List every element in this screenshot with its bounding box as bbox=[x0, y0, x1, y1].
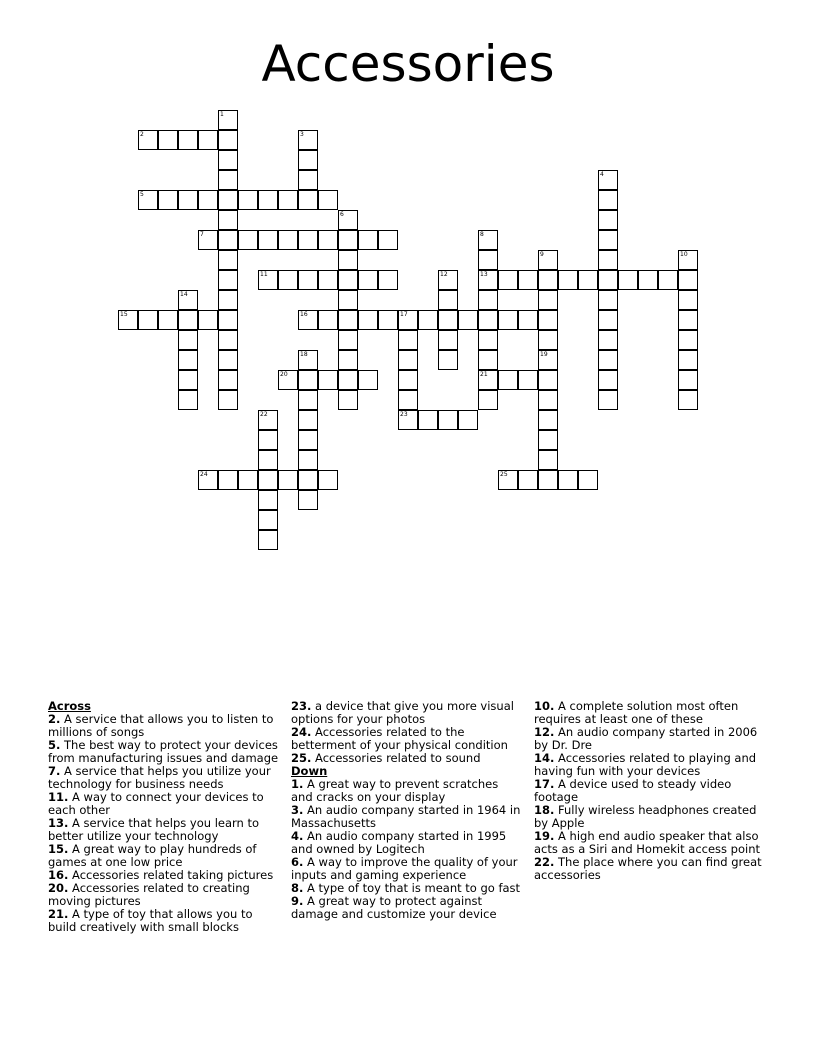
grid-cell[interactable] bbox=[478, 390, 498, 410]
grid-cell[interactable] bbox=[538, 330, 558, 350]
across-clue bbox=[48, 739, 280, 765]
clue-number: 19 bbox=[540, 351, 548, 358]
grid-cell[interactable] bbox=[578, 470, 598, 490]
clue-number-label: 19. bbox=[534, 829, 555, 843]
clue-number: 8 bbox=[480, 231, 484, 238]
clue-number-label: 13. bbox=[48, 816, 69, 830]
grid-cell[interactable] bbox=[298, 390, 318, 410]
grid-cell[interactable] bbox=[398, 310, 418, 330]
clue-column-3 bbox=[534, 700, 766, 882]
clue-number-label: 12. bbox=[534, 725, 555, 739]
grid-cell[interactable] bbox=[258, 410, 278, 430]
grid-cell[interactable] bbox=[498, 270, 518, 290]
grid-cell[interactable] bbox=[378, 270, 398, 290]
grid-cell[interactable] bbox=[678, 350, 698, 370]
grid-cell[interactable] bbox=[378, 230, 398, 250]
grid-cell[interactable] bbox=[598, 370, 618, 390]
clue-number: 23 bbox=[400, 411, 408, 418]
grid-cell[interactable] bbox=[118, 310, 138, 330]
grid-cell[interactable] bbox=[218, 230, 238, 250]
grid-cell[interactable] bbox=[258, 270, 278, 290]
grid-cell[interactable] bbox=[198, 190, 218, 210]
grid-cell[interactable] bbox=[538, 310, 558, 330]
clue-number-label: 24. bbox=[291, 725, 312, 739]
clue-number: 6 bbox=[340, 211, 344, 218]
clue-text: Accessories related to sound bbox=[311, 751, 481, 765]
down-clue bbox=[534, 856, 766, 882]
clue-number-label: 22. bbox=[534, 855, 555, 869]
grid-cell[interactable] bbox=[498, 470, 518, 490]
clue-number-label: 2. bbox=[48, 712, 61, 726]
down-clue bbox=[534, 700, 766, 726]
clue-number: 22 bbox=[260, 411, 268, 418]
grid-cell[interactable] bbox=[478, 250, 498, 270]
grid-cell[interactable] bbox=[438, 350, 458, 370]
grid-cell[interactable] bbox=[498, 370, 518, 390]
down-clue bbox=[534, 804, 766, 830]
grid-cell[interactable] bbox=[298, 370, 318, 390]
grid-cell[interactable] bbox=[318, 370, 338, 390]
grid-cell[interactable] bbox=[598, 330, 618, 350]
clue-text: An audio company started in 1964 in Massachusetts bbox=[291, 803, 521, 830]
clue-number: 15 bbox=[120, 311, 128, 318]
grid-cell[interactable] bbox=[138, 190, 158, 210]
grid-cell[interactable] bbox=[298, 450, 318, 470]
clue-column-2 bbox=[291, 700, 523, 921]
grid-cell[interactable] bbox=[518, 270, 538, 290]
grid-cell[interactable] bbox=[198, 230, 218, 250]
grid-cell[interactable] bbox=[298, 410, 318, 430]
grid-cell[interactable] bbox=[218, 250, 238, 270]
grid-cell[interactable] bbox=[478, 290, 498, 310]
clue-number: 21 bbox=[480, 371, 488, 378]
grid-cell[interactable] bbox=[598, 310, 618, 330]
across-clue bbox=[48, 817, 280, 843]
grid-cell[interactable] bbox=[298, 490, 318, 510]
grid-cell[interactable] bbox=[198, 310, 218, 330]
clue-text: A type of toy that allows you to build creatively with small blocks bbox=[48, 907, 253, 934]
clue-number-label: 4. bbox=[291, 829, 304, 843]
clue-number: 2 bbox=[140, 131, 144, 138]
grid-cell[interactable] bbox=[478, 310, 498, 330]
grid-cell[interactable] bbox=[178, 290, 198, 310]
clue-text: A service that helps you learn to better utilize your technology bbox=[48, 816, 260, 843]
grid-cell[interactable] bbox=[538, 450, 558, 470]
grid-cell[interactable] bbox=[398, 370, 418, 390]
grid-cell[interactable] bbox=[238, 470, 258, 490]
grid-cell[interactable] bbox=[678, 250, 698, 270]
grid-cell[interactable] bbox=[138, 310, 158, 330]
grid-cell[interactable] bbox=[318, 270, 338, 290]
grid-cell[interactable] bbox=[218, 290, 238, 310]
grid-cell[interactable] bbox=[258, 530, 278, 550]
clue-number-label: 10. bbox=[534, 699, 555, 713]
down-clue bbox=[534, 752, 766, 778]
grid-cell[interactable] bbox=[398, 330, 418, 350]
grid-cell[interactable] bbox=[298, 430, 318, 450]
grid-cell[interactable] bbox=[338, 350, 358, 370]
grid-cell[interactable] bbox=[338, 390, 358, 410]
grid-cell[interactable] bbox=[258, 470, 278, 490]
grid-cell[interactable] bbox=[218, 330, 238, 350]
grid-cell[interactable] bbox=[338, 270, 358, 290]
grid-cell[interactable] bbox=[438, 310, 458, 330]
clue-text: A great way to protect against damage and customize your device bbox=[291, 894, 497, 921]
grid-cell[interactable] bbox=[678, 330, 698, 350]
grid-cell[interactable] bbox=[418, 310, 438, 330]
clue-number-label: 6. bbox=[291, 855, 304, 869]
grid-cell[interactable] bbox=[298, 310, 318, 330]
clue-text: A way to improve the quality of your inputs and gaming experience bbox=[291, 855, 518, 882]
clue-number-label: 11. bbox=[48, 790, 69, 804]
clue-number: 18 bbox=[300, 351, 308, 358]
page-title: Accessories bbox=[261, 35, 555, 93]
grid-cell[interactable] bbox=[158, 130, 178, 150]
clue-number: 11 bbox=[260, 271, 268, 278]
grid-cell[interactable] bbox=[438, 410, 458, 430]
grid-cell[interactable] bbox=[538, 410, 558, 430]
clue-number-label: 7. bbox=[48, 764, 61, 778]
grid-cell[interactable] bbox=[218, 170, 238, 190]
clue-number: 17 bbox=[400, 311, 408, 318]
grid-cell[interactable] bbox=[438, 330, 458, 350]
grid-cell[interactable] bbox=[578, 270, 598, 290]
grid-cell[interactable] bbox=[438, 290, 458, 310]
clue-number: 9 bbox=[540, 251, 544, 258]
grid-cell[interactable] bbox=[178, 310, 198, 330]
grid-cell[interactable] bbox=[258, 450, 278, 470]
grid-cell[interactable] bbox=[318, 230, 338, 250]
clue-number-label: 1. bbox=[291, 777, 304, 791]
clue-number-label: 9. bbox=[291, 894, 304, 908]
grid-cell[interactable] bbox=[598, 190, 618, 210]
grid-cell[interactable] bbox=[358, 370, 378, 390]
clue-text: A service that allows you to listen to millions of songs bbox=[48, 712, 274, 739]
grid-cell[interactable] bbox=[198, 130, 218, 150]
grid-cell[interactable] bbox=[518, 370, 538, 390]
clue-text: Accessories related to the betterment of your physical condition bbox=[291, 725, 508, 752]
grid-cell[interactable] bbox=[458, 410, 478, 430]
grid-cell[interactable] bbox=[298, 470, 318, 490]
grid-cell[interactable] bbox=[318, 470, 338, 490]
grid-cell[interactable] bbox=[478, 370, 498, 390]
clue-number-label: 18. bbox=[534, 803, 555, 817]
clue-number: 16 bbox=[300, 311, 308, 318]
grid-cell[interactable] bbox=[538, 390, 558, 410]
clue-text: Accessories related to playing and having fun with your devices bbox=[534, 751, 757, 778]
grid-cell[interactable] bbox=[678, 290, 698, 310]
grid-cell[interactable] bbox=[478, 330, 498, 350]
clue-text: A great way to play hundreds of games at one low price bbox=[48, 842, 257, 869]
clue-text: An audio company started in 2006 by Dr. Dre bbox=[534, 725, 758, 752]
grid-cell[interactable] bbox=[298, 190, 318, 210]
grid-cell[interactable] bbox=[338, 370, 358, 390]
clue-number: 24 bbox=[200, 471, 208, 478]
down-heading: Down bbox=[291, 764, 328, 778]
grid-cell[interactable] bbox=[218, 110, 238, 130]
clue-number: 1 bbox=[220, 111, 224, 118]
grid-cell[interactable] bbox=[178, 370, 198, 390]
grid-cell[interactable] bbox=[558, 470, 578, 490]
grid-cell[interactable] bbox=[198, 470, 218, 490]
down-clue bbox=[534, 726, 766, 752]
clue-text: An audio company started in 1995 and owned by Logitech bbox=[291, 829, 507, 856]
clue-number-label: 17. bbox=[534, 777, 555, 791]
grid-cell[interactable] bbox=[218, 190, 238, 210]
grid-cell[interactable] bbox=[238, 230, 258, 250]
grid-cell[interactable] bbox=[538, 350, 558, 370]
grid-cell[interactable] bbox=[438, 270, 458, 290]
grid-cell[interactable] bbox=[618, 270, 638, 290]
grid-cell[interactable] bbox=[678, 310, 698, 330]
grid-cell[interactable] bbox=[338, 230, 358, 250]
grid-cell[interactable] bbox=[398, 410, 418, 430]
grid-cell[interactable] bbox=[538, 250, 558, 270]
across-heading: Across bbox=[48, 699, 91, 713]
grid-cell[interactable] bbox=[218, 210, 238, 230]
grid-cell[interactable] bbox=[418, 410, 438, 430]
grid-cell[interactable] bbox=[598, 390, 618, 410]
grid-cell[interactable] bbox=[478, 270, 498, 290]
clue-text: The place where you can find great accessories bbox=[534, 855, 762, 882]
clue-number-label: 5. bbox=[48, 738, 61, 752]
grid-cell[interactable] bbox=[298, 130, 318, 150]
down-clue bbox=[291, 804, 523, 830]
grid-cell[interactable] bbox=[598, 290, 618, 310]
clue-text: A type of toy that is meant to go fast bbox=[303, 881, 521, 895]
grid-cell[interactable] bbox=[278, 470, 298, 490]
clue-number-label: 3. bbox=[291, 803, 304, 817]
clue-number: 7 bbox=[200, 231, 204, 238]
grid-cell[interactable] bbox=[218, 310, 238, 330]
grid-cell[interactable] bbox=[138, 130, 158, 150]
grid-cell[interactable] bbox=[678, 370, 698, 390]
grid-cell[interactable] bbox=[518, 310, 538, 330]
clue-number-label: 15. bbox=[48, 842, 69, 856]
grid-cell[interactable] bbox=[598, 230, 618, 250]
clue-number-label: 21. bbox=[48, 907, 69, 921]
grid-cell[interactable] bbox=[538, 470, 558, 490]
grid-cell[interactable] bbox=[178, 330, 198, 350]
grid-cell[interactable] bbox=[638, 270, 658, 290]
grid-cell[interactable] bbox=[598, 270, 618, 290]
grid-cell[interactable] bbox=[598, 250, 618, 270]
clue-number-label: 25. bbox=[291, 751, 312, 765]
down-clue bbox=[291, 895, 523, 921]
across-clue bbox=[48, 882, 280, 908]
grid-cell[interactable] bbox=[338, 250, 358, 270]
grid-cell[interactable] bbox=[598, 170, 618, 190]
clue-number: 20 bbox=[280, 371, 288, 378]
across-clue bbox=[291, 726, 523, 752]
grid-cell[interactable] bbox=[218, 150, 238, 170]
grid-cell[interactable] bbox=[298, 270, 318, 290]
clue-text: A way to connect your devices to each other bbox=[48, 790, 264, 817]
clue-text: A great way to prevent scratches and cracks on your display bbox=[291, 777, 499, 804]
clue-number: 13 bbox=[480, 271, 488, 278]
down-clue bbox=[534, 830, 766, 856]
grid-cell[interactable] bbox=[598, 350, 618, 370]
grid-cell[interactable] bbox=[398, 350, 418, 370]
clue-text: Accessories related to creating moving pictures bbox=[48, 881, 250, 908]
grid-cell[interactable] bbox=[298, 230, 318, 250]
grid-cell[interactable] bbox=[278, 190, 298, 210]
grid-cell[interactable] bbox=[258, 510, 278, 530]
grid-cell[interactable] bbox=[298, 350, 318, 370]
grid-cell[interactable] bbox=[478, 230, 498, 250]
grid-cell[interactable] bbox=[498, 310, 518, 330]
clue-text: Fully wireless headphones created by Apple bbox=[534, 803, 757, 830]
clue-number: 3 bbox=[300, 131, 304, 138]
grid-cell[interactable] bbox=[378, 310, 398, 330]
grid-cell[interactable] bbox=[658, 270, 678, 290]
clue-number-label: 23. bbox=[291, 699, 312, 713]
grid-cell[interactable] bbox=[258, 430, 278, 450]
across-clue bbox=[48, 713, 280, 739]
grid-cell[interactable] bbox=[338, 210, 358, 230]
grid-cell[interactable] bbox=[158, 310, 178, 330]
grid-cell[interactable] bbox=[218, 390, 238, 410]
grid-cell[interactable] bbox=[258, 190, 278, 210]
grid-cell[interactable] bbox=[518, 470, 538, 490]
grid-cell[interactable] bbox=[358, 270, 378, 290]
across-clue bbox=[48, 843, 280, 869]
clue-number: 10 bbox=[680, 251, 688, 258]
grid-cell[interactable] bbox=[338, 310, 358, 330]
grid-cell[interactable] bbox=[218, 130, 238, 150]
clue-number-label: 20. bbox=[48, 881, 69, 895]
across-clue bbox=[48, 791, 280, 817]
grid-cell[interactable] bbox=[558, 270, 578, 290]
grid-cell[interactable] bbox=[598, 210, 618, 230]
clue-number: 25 bbox=[500, 471, 508, 478]
grid-cell[interactable] bbox=[178, 190, 198, 210]
grid-cell[interactable] bbox=[358, 230, 378, 250]
grid-cell[interactable] bbox=[298, 170, 318, 190]
grid-cell[interactable] bbox=[278, 370, 298, 390]
grid-cell[interactable] bbox=[358, 310, 378, 330]
grid-cell[interactable] bbox=[398, 390, 418, 410]
clue-text: A complete solution most often requires at least one of these bbox=[534, 699, 739, 726]
grid-cell[interactable] bbox=[298, 150, 318, 170]
grid-cell[interactable] bbox=[258, 230, 278, 250]
grid-cell[interactable] bbox=[218, 470, 238, 490]
clue-text: A service that helps you utilize your technology for business needs bbox=[48, 764, 271, 791]
grid-cell[interactable] bbox=[538, 270, 558, 290]
clue-text: A high end audio speaker that also acts as a Siri and Homekit access point bbox=[534, 829, 761, 856]
clue-number-label: 8. bbox=[291, 881, 304, 895]
grid-cell[interactable] bbox=[338, 290, 358, 310]
grid-cell[interactable] bbox=[178, 390, 198, 410]
grid-cell[interactable] bbox=[258, 490, 278, 510]
grid-cell[interactable] bbox=[678, 270, 698, 290]
clue-text: The best way to protect your devices from manufacturing issues and damage bbox=[48, 738, 279, 765]
clue-number: 4 bbox=[600, 171, 604, 178]
grid-cell[interactable] bbox=[218, 270, 238, 290]
clue-text: A device used to steady video footage bbox=[534, 777, 732, 804]
clue-column-1 bbox=[48, 700, 280, 934]
grid-cell[interactable] bbox=[478, 350, 498, 370]
grid-cell[interactable] bbox=[278, 230, 298, 250]
grid-cell[interactable] bbox=[278, 270, 298, 290]
down-clue bbox=[534, 778, 766, 804]
across-clue bbox=[48, 908, 280, 934]
clue-number: 14 bbox=[180, 291, 188, 298]
grid-cell[interactable] bbox=[318, 190, 338, 210]
grid-cell[interactable] bbox=[538, 430, 558, 450]
grid-cell[interactable] bbox=[178, 130, 198, 150]
grid-cell[interactable] bbox=[218, 350, 238, 370]
down-clue bbox=[291, 830, 523, 856]
grid-cell[interactable] bbox=[158, 190, 178, 210]
down-clue bbox=[291, 856, 523, 882]
across-clue bbox=[291, 700, 523, 726]
grid-cell[interactable] bbox=[678, 390, 698, 410]
clue-number-label: 16. bbox=[48, 868, 69, 882]
grid-cell[interactable] bbox=[538, 370, 558, 390]
grid-cell[interactable] bbox=[238, 190, 258, 210]
grid-cell[interactable] bbox=[318, 310, 338, 330]
down-clue bbox=[291, 778, 523, 804]
clue-text: a device that give you more visual options for your photos bbox=[291, 699, 514, 726]
clue-number-label: 14. bbox=[534, 751, 555, 765]
grid-cell[interactable] bbox=[178, 350, 198, 370]
grid-cell[interactable] bbox=[338, 330, 358, 350]
grid-cell[interactable] bbox=[218, 370, 238, 390]
clue-number: 12 bbox=[440, 271, 448, 278]
clue-number: 5 bbox=[140, 191, 144, 198]
grid-cell[interactable] bbox=[538, 290, 558, 310]
clue-text: Accessories related taking pictures bbox=[68, 868, 274, 882]
across-clue bbox=[48, 765, 280, 791]
grid-cell[interactable] bbox=[458, 310, 478, 330]
